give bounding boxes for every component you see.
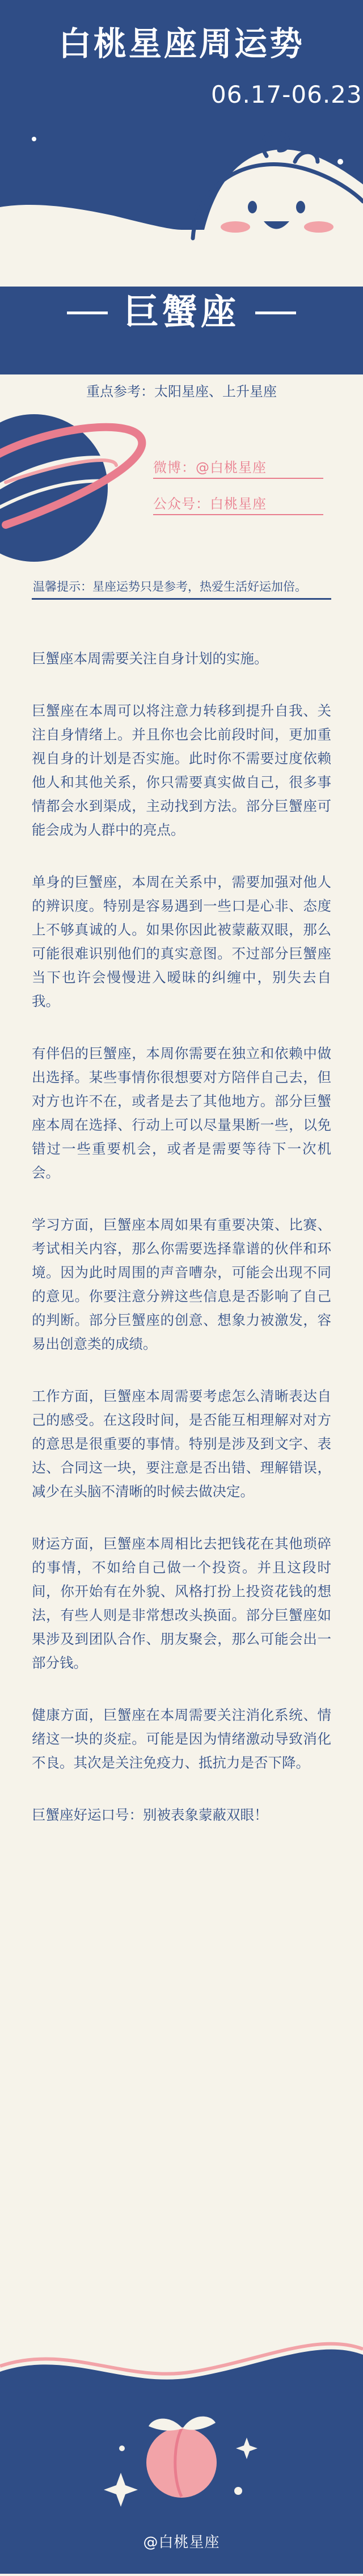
weibo-underline [153, 478, 323, 479]
banner-dash-right [255, 312, 296, 314]
paragraph-health: 健康方面，巨蟹座在本周需要关注消化系统、情绪这一块的炎症。可能是因为情绪激动导致消化不良。其次是关注免疫力、抵抗力是否下降。 [32, 1707, 331, 1771]
sign-name: 巨蟹座 [123, 291, 239, 332]
tip-note: 温馨提示：星座运势只是参考，热爱生活好运加倍。 [33, 580, 307, 594]
tip-divider [32, 598, 331, 600]
focus-note: 重点参考：太阳星座、上升星座 [86, 384, 277, 399]
footer-brand: @白桃星座 [143, 2534, 220, 2551]
paragraph-intro: 巨蟹座本周需要关注自身计划的实施。 [32, 650, 268, 667]
page-title: 白桃星座周运势 [58, 24, 305, 63]
sign-banner [0, 287, 363, 338]
paragraph-wealth: 财运方面，巨蟹座本周相比去把钱花在其他琐碎的事情，不如给自己做一个投资。并且这段时间，你开始有在外貌、风格打扮上投资花钱的想法，有些人则是非常想改头换面。部分巨蟹座如果涉及到团队合作、朋友聚会，那么可能会出一部分钱。 [32, 1535, 331, 1671]
cloud-illustration [0, 116, 363, 287]
horoscope-content [32, 647, 331, 1855]
paragraph-slogan: 巨蟹座好运口号：别被表象蒙蔽双眼！ [32, 1807, 268, 1823]
wechat-underline [153, 514, 323, 515]
wechat-handle: 公众号：白桃星座 [153, 496, 267, 512]
date-range: 06.17-06.23 [211, 81, 362, 108]
paragraph-single: 单身的巨蟹座，本周在关系中，需要加强对他人的辨识度。特别是容易遇到一些口是心非、态度上不够真诚的人。如果你因此被蒙蔽双眼，那么可能很难识别他们的真实意图。不过部分巨蟹座当下也许会慢慢进入暧昧的纠缠中，别失去自我。 [32, 874, 331, 1009]
paragraph-work: 工作方面，巨蟹座本周需要考虑怎么清晰表达自己的感受。在这段时间，是否能互相理解对对方的意思是很重要的事情。特别是涉及到文字、表达、合同这一块，要注意是否出错、理解错误，减少在头脑不清晰的时候去做决定。 [32, 1388, 331, 1500]
paragraph-study: 学习方面，巨蟹座本周如果有重要决策、比赛、考试相关内容，那么你需要选择靠谱的伙伴和环境。因为此时周围的声音嘈杂，可能会出现不同的意见。你要注意分辨这些信息是否影响了自己的判断。部分巨蟹座的创意、想象力被激发，容易出创意类的成绩。 [32, 1217, 331, 1352]
paragraph-partnered: 有伴侣的巨蟹座，本周你需要在独立和依赖中做出选择。某些事情你很想要对方陪伴自己去，但对方也许不在，或者是去了其他地方。部分巨蟹座本周在选择、行动上可以尽量果断一些，以免错过一些重要机会，或者是需要等待下一次机会。 [32, 1045, 331, 1181]
planet-illustration [0, 392, 363, 579]
weibo-handle: 微博：@白桃星座 [153, 460, 267, 475]
paragraph-overall: 巨蟹座在本周可以将注意力转移到提升自我、关注自身情绪上。并且你也会比前段时间，更加重视自身的计划是否实施。此时你不需要过度依赖他人和其他关系，你只需要真实做自己，很多事情都会水到渠成，主动找到方法。部分巨蟹座可能会成为人群中的亮点。 [32, 702, 331, 838]
